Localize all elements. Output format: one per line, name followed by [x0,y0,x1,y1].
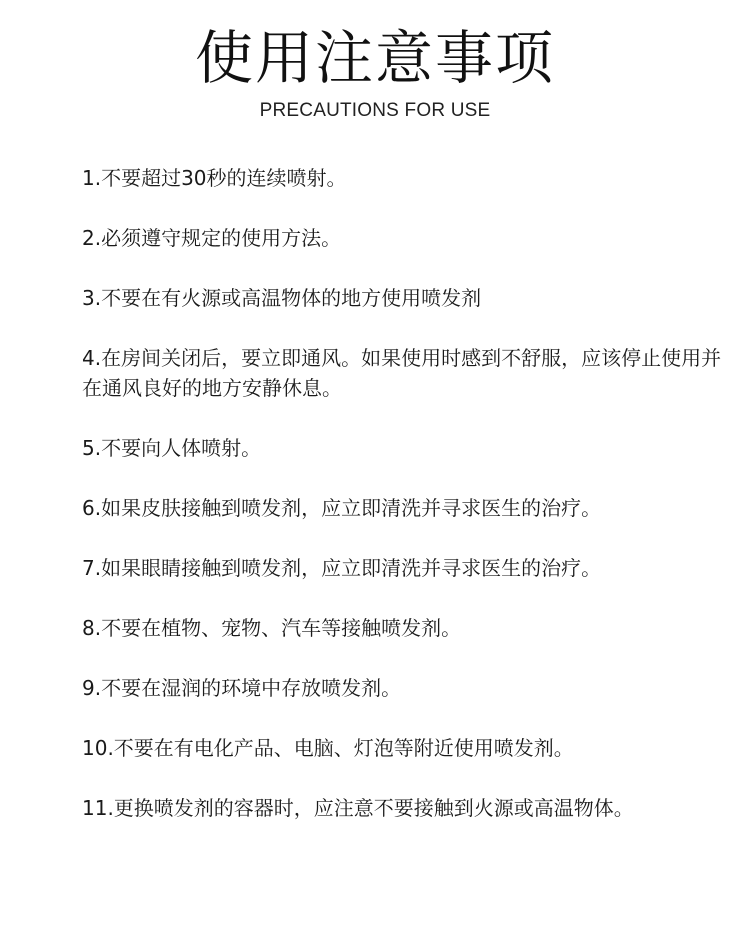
page-title: 使用注意事项 [194,24,555,92]
list-item: 2.必须遵守规定的使用方法。 [82,226,342,250]
page-subtitle: PRECAUTIONS FOR USE [259,100,491,121]
list-item: 1.不要超过30秒的连续喷射。 [82,166,347,190]
list-item: 3.不要在有火源或高温物体的地方使用喷发剂 [82,286,482,310]
list-item: 11.更换喷发剂的容器时，应注意不要接触到火源或高温物体。 [82,796,634,820]
list-item: 10.不要在有电化产品、电脑、灯泡等附近使用喷发剂。 [82,736,574,760]
precautions-list [82,163,722,853]
list-item: 8.不要在植物、宠物、汽车等接触喷发剂。 [82,616,462,640]
list-item: 7.如果眼睛接触到喷发剂，应立即清洗并寻求医生的治疗。 [82,556,602,580]
list-item: 5.不要向人体喷射。 [82,436,262,460]
list-item: 4.在房间关闭后，要立即通风。如果使用时感到不舒服，应该停止使用并在通风良好的地方安静休息。 [82,346,722,400]
list-item: 9.不要在湿润的环境中存放喷发剂。 [82,676,402,700]
list-item: 6.如果皮肤接触到喷发剂，应立即清洗并寻求医生的治疗。 [82,496,602,520]
